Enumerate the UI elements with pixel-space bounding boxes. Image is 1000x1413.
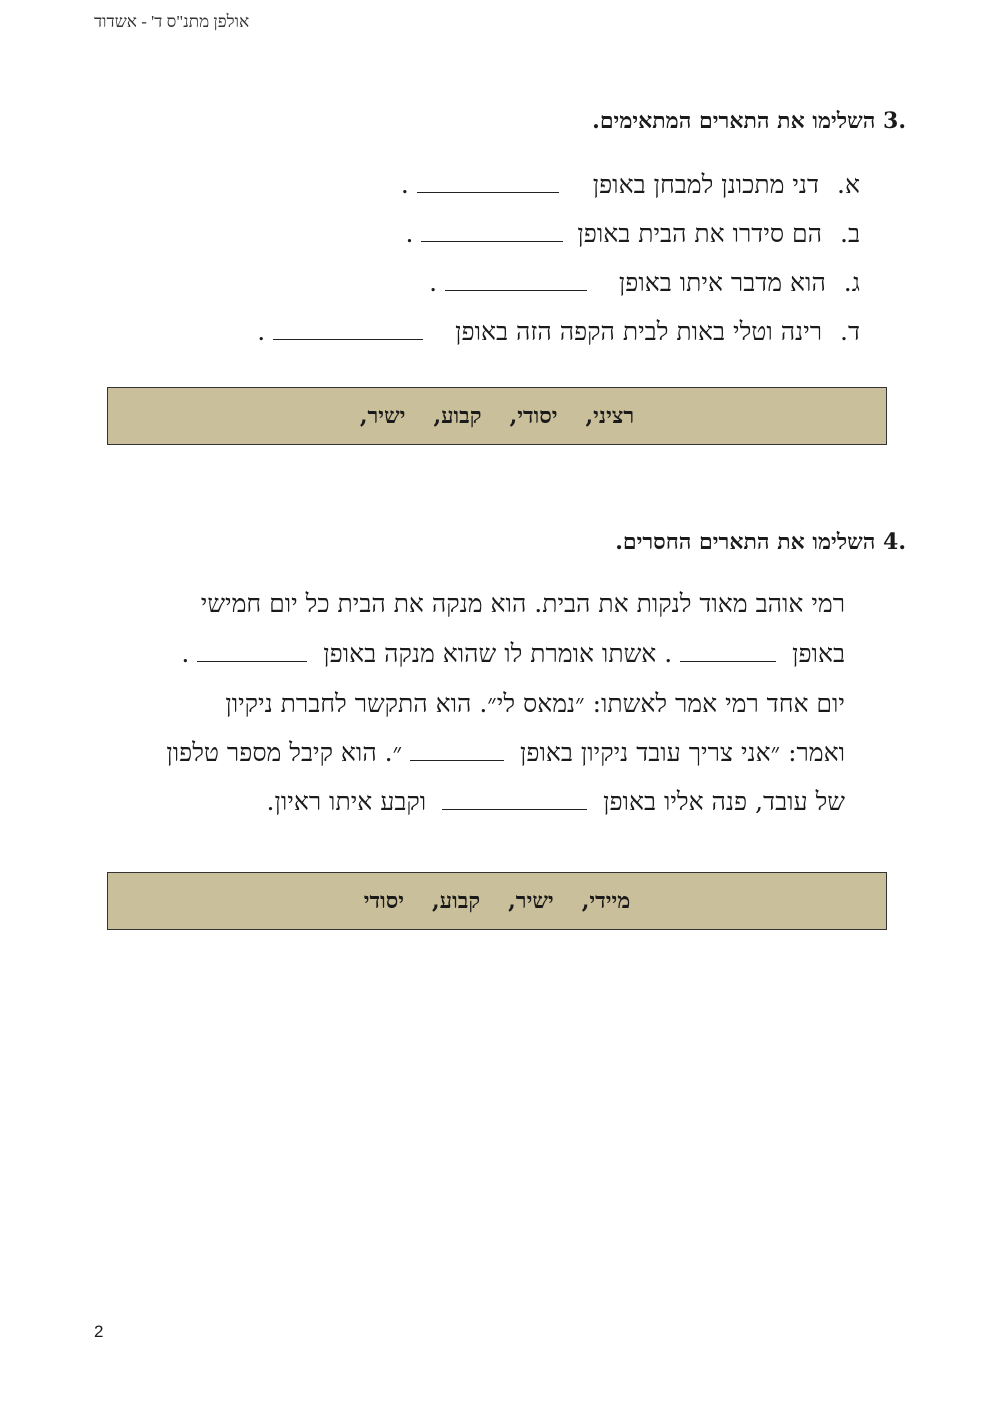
paragraph-line [225, 689, 845, 719]
answer-blank[interactable] [445, 268, 587, 291]
word-bank-word: יסודי, [509, 403, 558, 429]
paragraph-line [166, 738, 845, 768]
item-end: . [405, 219, 414, 248]
word-bank-word: ישיר, [508, 888, 554, 914]
item-text: דני מתכונן למבחן באופן [592, 170, 820, 199]
line-text: . [181, 639, 190, 668]
line-text: יום אחד רמי אמר לאשתו: ״נמאס לי״. הוא התקשר לחברת ניקיון [225, 689, 845, 718]
item-text: רינה וטלי באות לבית הקפה הזה באופן [455, 317, 823, 346]
line-text: ואמר: ״אני צריך עובד ניקיון באופן [520, 738, 845, 767]
word-bank-4 [107, 872, 887, 930]
item-letter: ד. [840, 317, 860, 346]
line-text: של עובד, פנה אליו באופן [603, 787, 845, 816]
item-letter: א. [837, 170, 860, 199]
answer-blank[interactable] [421, 219, 563, 242]
exercise-3-item [429, 268, 860, 298]
answer-blank[interactable] [197, 639, 307, 662]
line-text: רמי אוהב מאוד לנקות את הבית. הוא מנקה את הבית כל יום חמישי [200, 589, 845, 618]
word-bank-3 [107, 387, 887, 445]
word-bank-word: קבוע, [433, 403, 482, 429]
exercise-3-title: .3 השלימו את התארים המתאימים. [592, 108, 906, 134]
paragraph-line [181, 639, 845, 669]
item-letter: ג. [843, 268, 860, 297]
line-text: . אשתו אומרת לו שהוא מנקה באופן [323, 639, 673, 668]
word-bank-word: רציני, [585, 403, 635, 429]
exercise-4-title: .4 השלימו את התארים החסרים. [615, 529, 906, 555]
answer-blank[interactable] [680, 639, 776, 662]
item-letter: ב. [840, 219, 860, 248]
answer-blank[interactable] [410, 738, 504, 761]
paragraph-line [201, 589, 845, 619]
line-text: באופן [792, 639, 845, 668]
page-number: 2 [94, 1322, 104, 1341]
line-text: וקבע איתו ראיון. [266, 787, 427, 816]
word-bank-word: יסודי [363, 888, 404, 914]
item-end: . [400, 170, 409, 199]
paragraph-line [267, 787, 845, 817]
exercise-3-item [257, 317, 860, 347]
item-text: הם סידרו את הבית באופן [577, 219, 823, 248]
answer-blank[interactable] [417, 170, 559, 193]
exercise-3-item [406, 219, 860, 249]
answer-blank[interactable] [273, 317, 423, 340]
item-end: . [429, 268, 438, 297]
word-bank-word: ישיר, [359, 403, 406, 429]
item-text: הוא מדבר איתו באופן [618, 268, 826, 297]
page-header: אולפן מתנ"ס ד' - אשדוד [94, 12, 250, 31]
word-bank-word: קבוע, [431, 888, 481, 914]
exercise-3-item [401, 170, 860, 200]
answer-blank[interactable] [442, 787, 587, 810]
word-bank-word: מיידי, [581, 888, 631, 914]
line-text: ״. הוא קיבל מספר טלפון [166, 738, 403, 767]
item-end: . [257, 317, 266, 346]
